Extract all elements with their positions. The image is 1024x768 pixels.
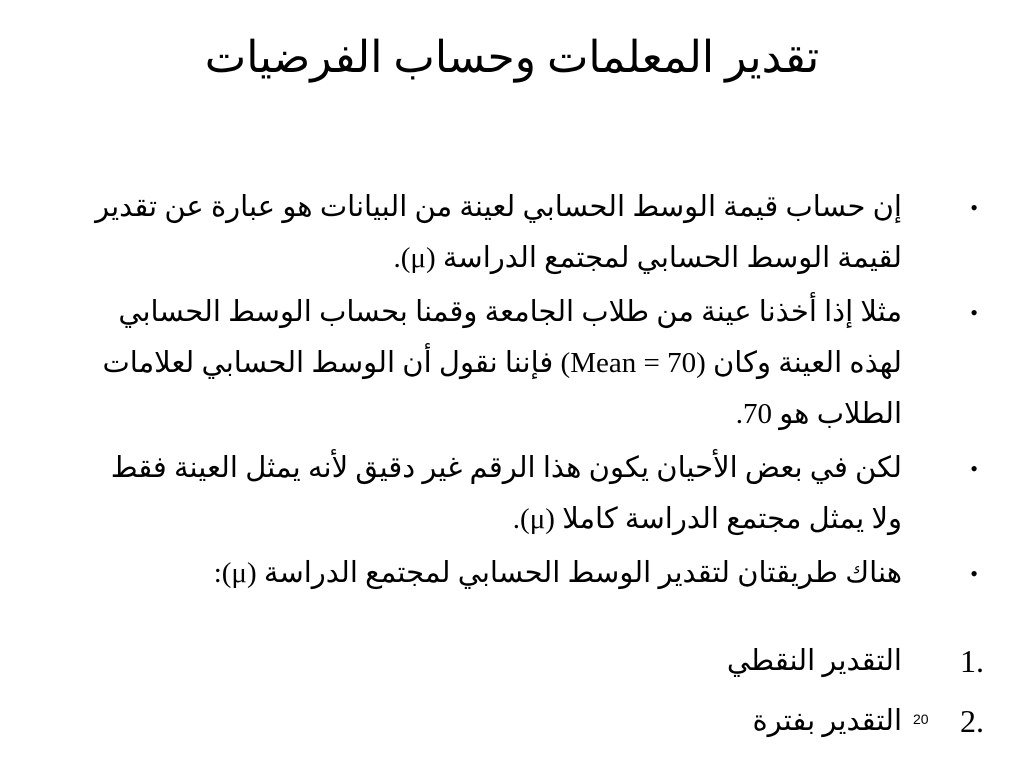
page-number: 20 — [913, 711, 929, 727]
bullet-text: هناك طريقتان لتقدير الوسط الحسابي لمجتمع الدراسة (μ): — [213, 557, 902, 589]
numbered-item — [34, 696, 984, 746]
number-marker: 2. — [960, 703, 984, 739]
slide-title: تقدير المعلمات وحساب الفرضيات — [204, 33, 820, 82]
bullet-text: لكن في بعض الأحيان يكون هذا الرقم غير دقيق لأنه يمثل العينة فقط ولا يمثل مجتمع الدراسة كاملا (μ). — [110, 452, 902, 535]
bullet-dot-icon: • — [970, 300, 978, 325]
bullet-item — [34, 548, 984, 599]
bullet-item — [34, 443, 984, 545]
numbered-item — [34, 636, 984, 686]
bullet-dot-icon: • — [970, 195, 978, 220]
bullet-text: إن حساب قيمة الوسط الحسابي لعينة من البيانات هو عبارة عن تقدير لقيمة الوسط الحسابي لمجتمع الدراسة (μ). — [95, 191, 902, 274]
bullet-list — [34, 182, 984, 602]
bullet-item — [34, 287, 984, 440]
numbered-item-text: التقدير النقطي — [726, 645, 902, 677]
bullet-dot-icon: • — [970, 456, 978, 481]
bullet-dot-icon: • — [970, 561, 978, 586]
numbered-item-text: التقدير بفترة — [752, 705, 902, 737]
bullet-item — [34, 182, 984, 284]
bullet-text: مثلا إذا أخذنا عينة من طلاب الجامعة وقمنا بحساب الوسط الحسابي لهذه العينة وكان (Mean = 70) فإننا نقول أن الوسط الحسابي لعلامات الطلاب هو 70. — [102, 296, 902, 430]
number-marker: 1. — [960, 643, 984, 679]
